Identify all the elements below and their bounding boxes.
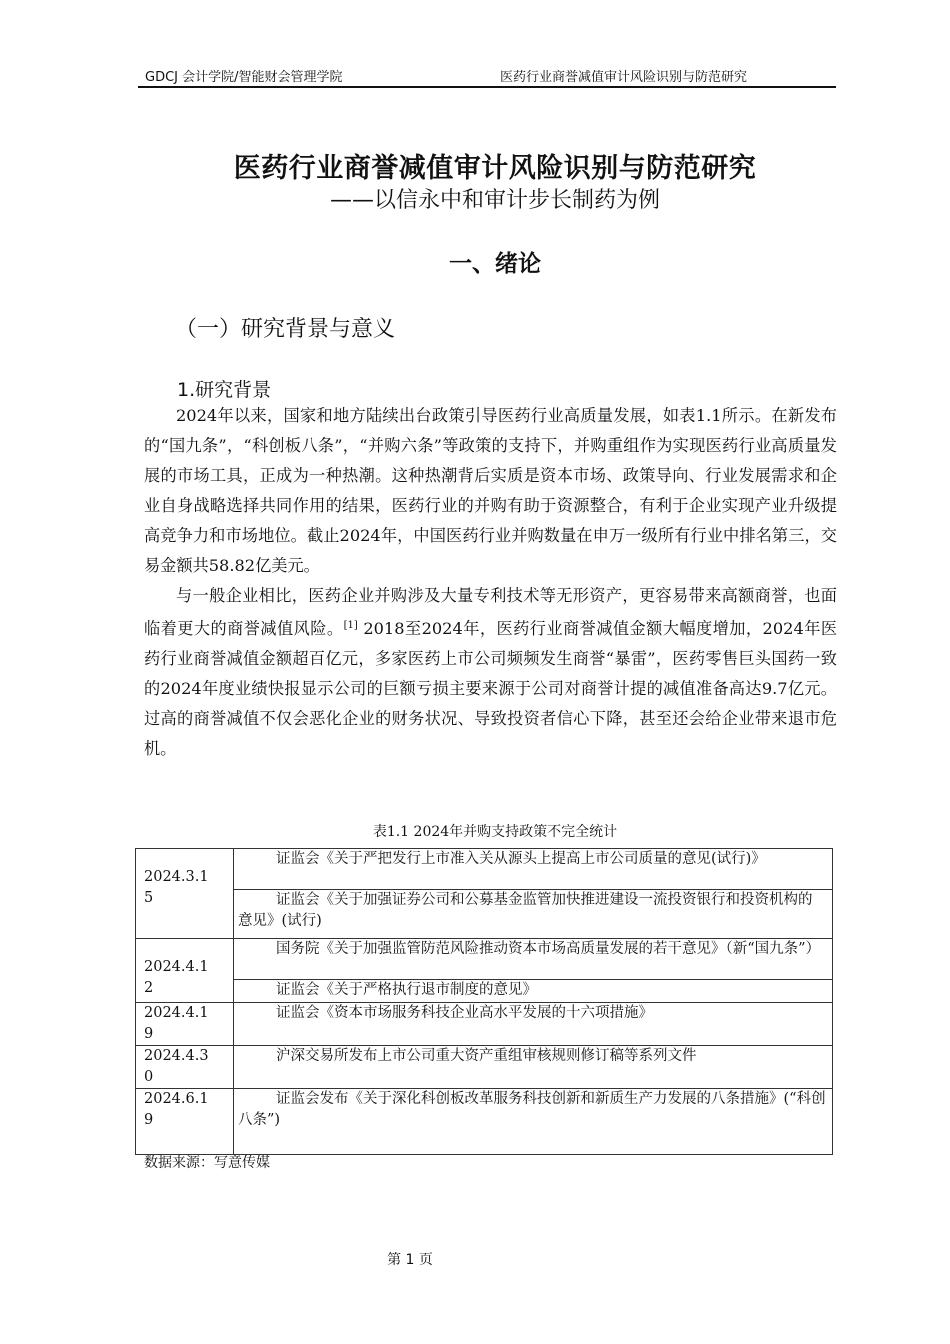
paper-subtitle: ——以信永中和审计步长制药为例 — [329, 188, 660, 213]
running-header — [145, 66, 835, 86]
date-text-line: 0 — [144, 1069, 154, 1085]
paragraph-text: 与一般企业相比，医药企业并购涉及大量专利技术等无形资产，更容易带来高额商誉，也面临着更大的商誉减值风险。 — [144, 586, 837, 638]
section-heading: 一、绪论 — [449, 251, 541, 277]
date-cell — [136, 939, 234, 1003]
date-text — [144, 957, 229, 999]
date-text-line: 9 — [144, 1112, 154, 1128]
policy-document-cell: 证监会《关于严把发行上市准入关从源头上提高上市公司质量的意见(试行)》 — [234, 849, 833, 890]
policy-document-cell: 证监会《关于加强证券公司和公募基金监管加快推进建设一流投资银行和投资机构的意见》(试行) — [234, 890, 833, 939]
table-caption: 表1.1 2024年并购支持政策不完全统计 — [372, 824, 618, 840]
policy-document-cell: 国务院《关于加强监管防范风险推动资本市场高质量发展的若干意见》（新“国九条”） — [234, 939, 833, 980]
policy-document-cell: 证监会《关于严格执行退市制度的意见》 — [234, 980, 833, 1003]
date-cell — [136, 849, 234, 939]
header-institution: GDCJ 会计学院/智能财会管理学院 — [145, 70, 343, 85]
table-source: 数据来源：写意传媒 — [144, 1155, 270, 1171]
table-row — [136, 1089, 833, 1155]
subsubsection-heading: 1.研究背景 — [177, 379, 272, 401]
date-text-line: 2024.4.1 — [144, 1005, 209, 1021]
page-number: 第 1 页 — [387, 1252, 433, 1268]
body-text — [144, 401, 837, 764]
paragraph — [144, 581, 837, 764]
date-text-line: 5 — [144, 890, 154, 906]
policy-table — [135, 848, 833, 1155]
date-text-line: 2024.3.1 — [144, 869, 209, 885]
date-cell — [136, 1089, 234, 1155]
table-row — [136, 890, 833, 939]
header-paper-title: 医药行业商誉减值审计风险识别与防范研究 — [500, 70, 748, 85]
date-text — [144, 1089, 229, 1131]
policy-document-cell: 沪深交易所发布上市公司重大资产重组审核规则修订稿等系列文件 — [234, 1046, 833, 1089]
date-text-line: 2024.4.3 — [144, 1048, 209, 1064]
paragraph: 2024年以来，国家和地方陆续出台政策引导医药行业高质量发展，如表1.1所示。在新发布的“国九条”，“科创板八条”，“并购六条”等政策的支持下，并购重组作为实现医药行业高质量发展的市场工具，正成为一种热潮。这种热潮背后实质是资本市场、政策导向、行业发展需求和企业自身战略选择共同作用的结果，医药行业的并购有助于资源整合，有利于企业实现产业升级提高竞争力和市场地位。截止2024年，中国医药行业并购数量在申万一级所有行业中排名第三，交易金额共58.82亿美元。 — [144, 406, 837, 575]
date-text — [144, 867, 229, 909]
date-text-line: 2024.4.1 — [144, 959, 209, 975]
date-text-line: 2024.6.1 — [144, 1091, 209, 1107]
subsection-heading: （一）研究背景与意义 — [175, 317, 396, 342]
paragraph-text: 2018至2024年，医药行业商誉减值金额大幅度增加，2024年医药行业商誉减值金额超百亿元，多家医药上市公司频频发生商誉“暴雷”，医药零售巨头国药一致的2024年度业绩快报显示公司的巨额亏损主要来源于公司对商誉计提的减值准备高达9.7亿元。过高的商誉减值不仅会恶化企业的财务状况、导致投资者信心下降，甚至还会给企业带来退市危机。 — [144, 619, 838, 758]
date-cell — [136, 1046, 234, 1089]
table-row — [136, 980, 833, 1003]
date-text — [144, 1003, 229, 1045]
citation-ref[interactable]: [1] — [343, 620, 358, 631]
date-text-line: 2 — [144, 980, 154, 996]
date-text — [144, 1046, 229, 1088]
table-row — [136, 1046, 833, 1089]
paper-title: 医药行业商誉减值审计风险识别与防范研究 — [233, 153, 757, 184]
date-text-line: 9 — [144, 1026, 154, 1042]
policy-document-cell: 证监会《资本市场服务科技企业高水平发展的十六项措施》 — [234, 1003, 833, 1046]
date-cell — [136, 1003, 234, 1046]
table-row — [136, 849, 833, 890]
header-rule — [138, 86, 836, 88]
table-row — [136, 1003, 833, 1046]
policy-document-cell: 证监会发布《关于深化科创板改革服务科技创新和新质生产力发展的八条措施》(“科创八条”) — [234, 1089, 833, 1155]
table-row — [136, 939, 833, 980]
